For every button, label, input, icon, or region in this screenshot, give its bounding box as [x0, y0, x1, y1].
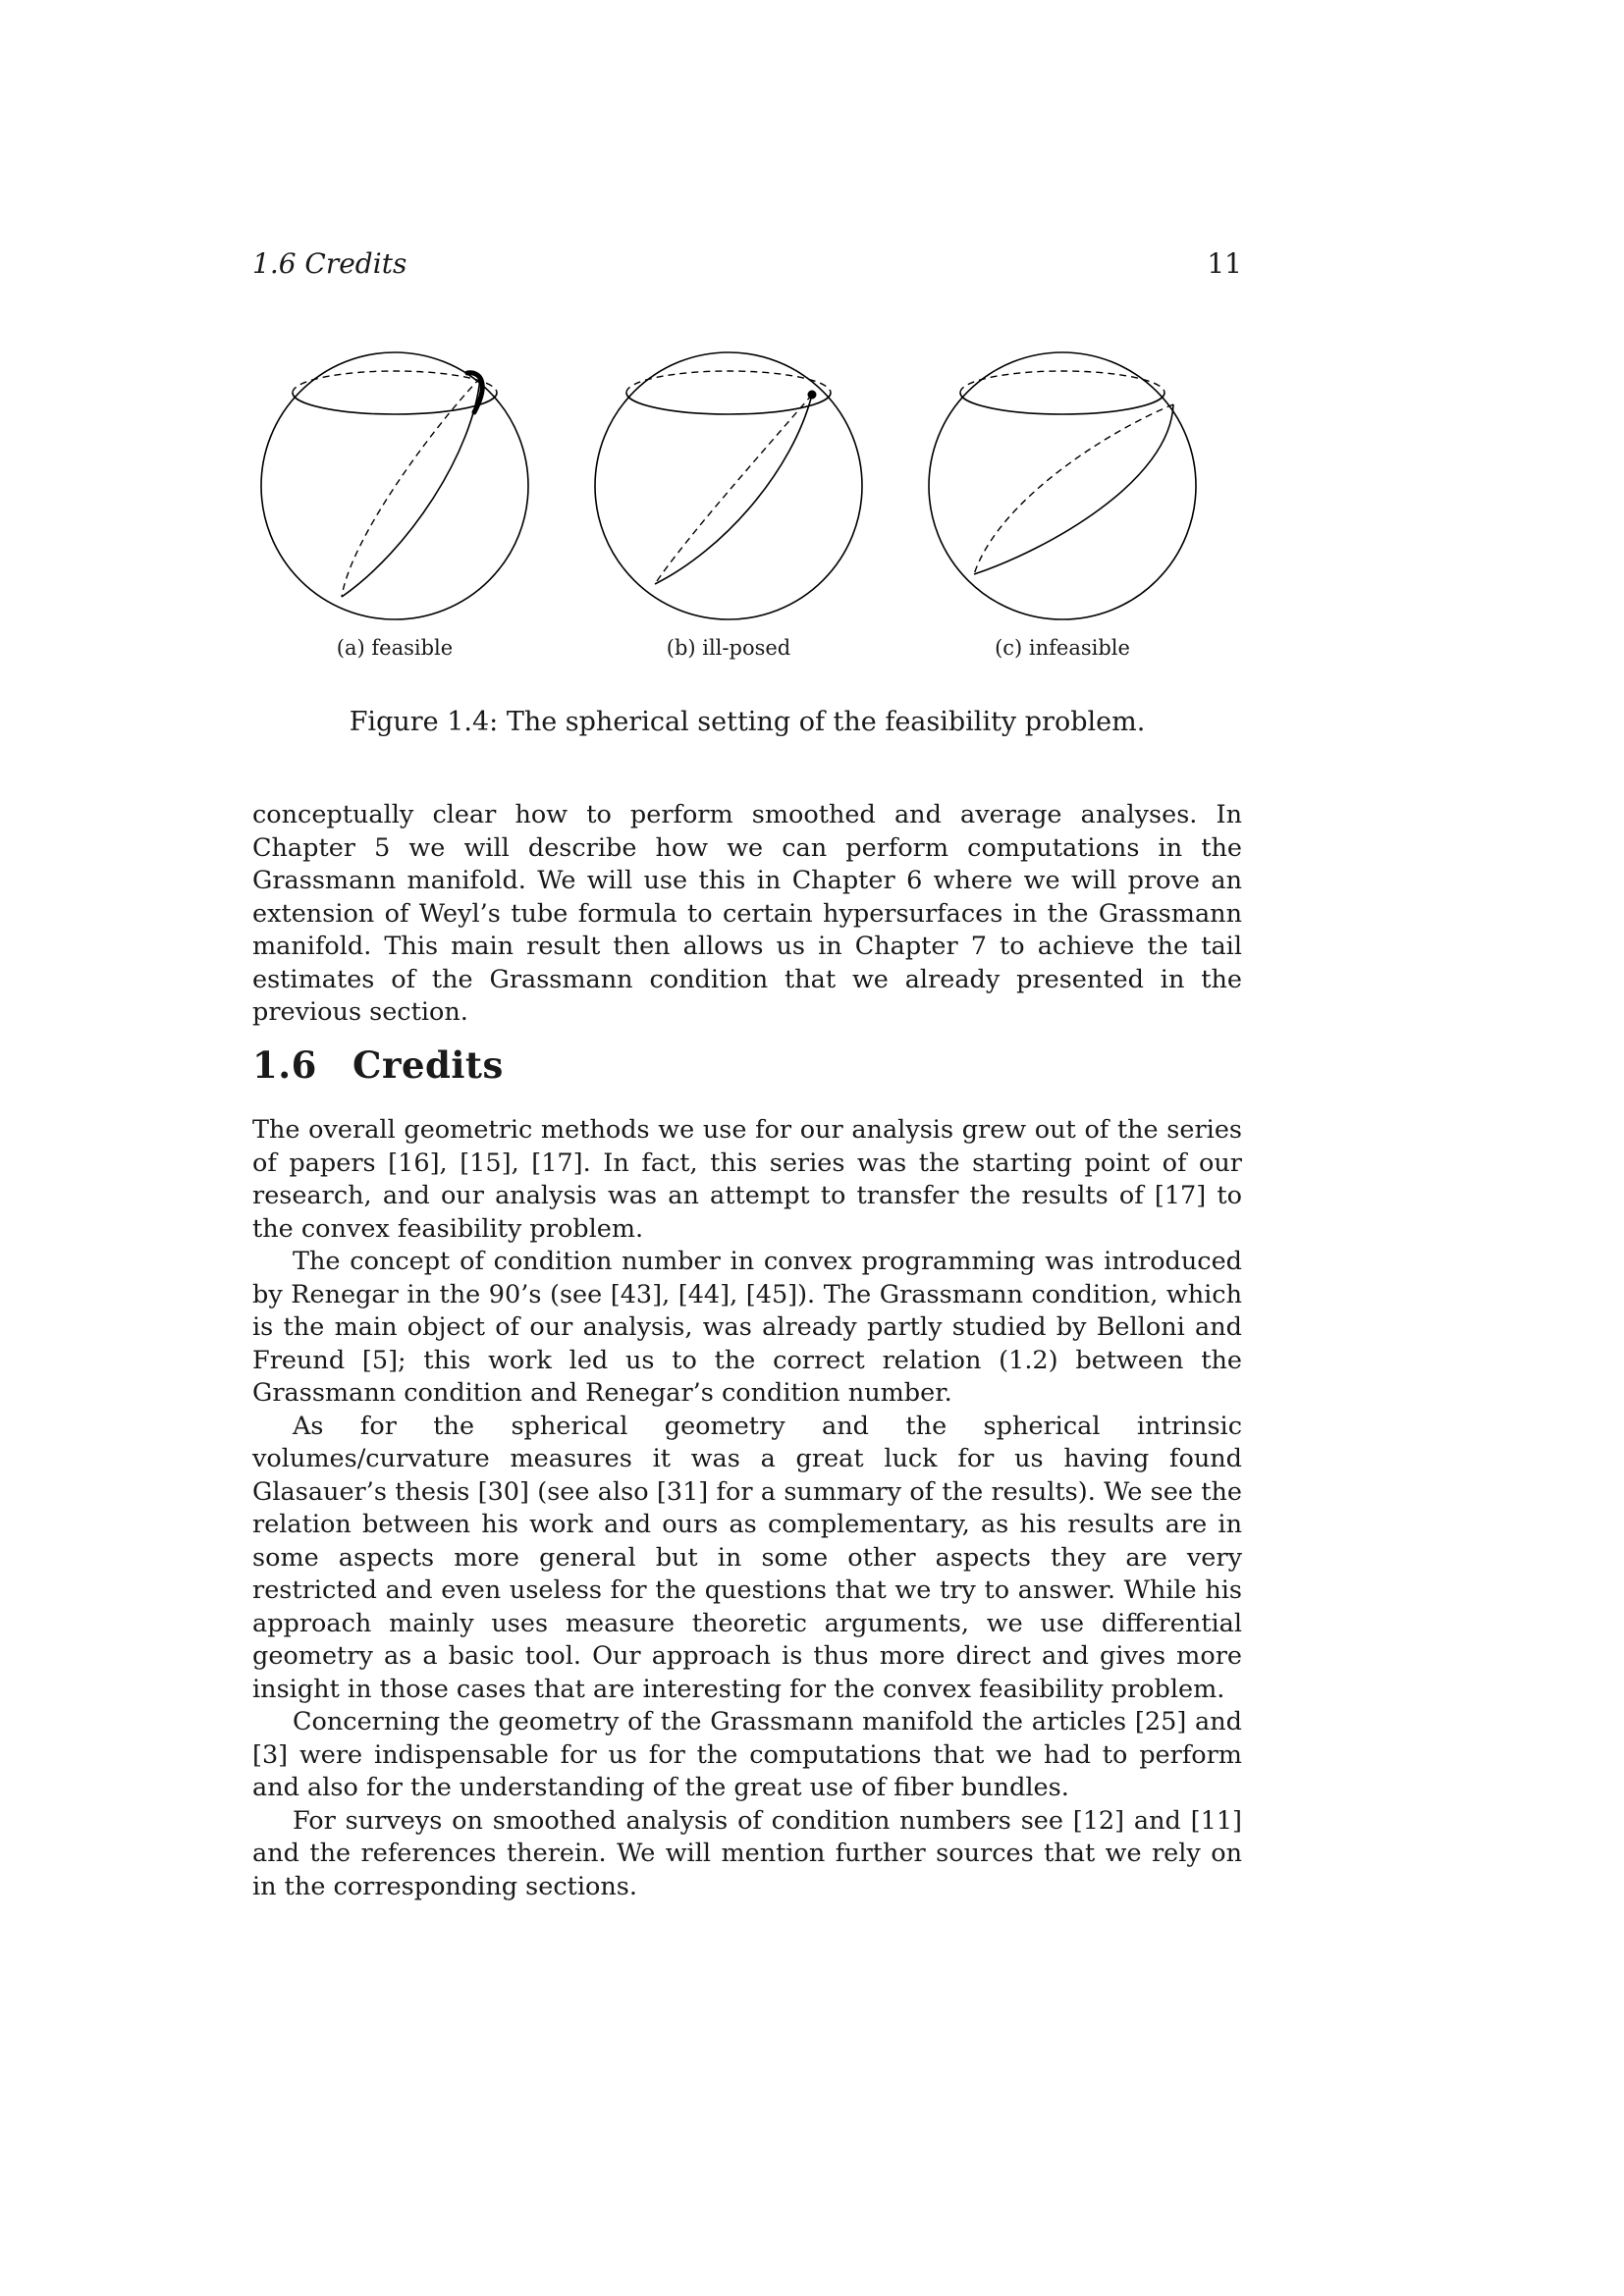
intro-paragraph: conceptually clear how to perform smoothed and average analyses. In Chapter 5 we will describe how we can perform computations in the Grassmann manifold. We will use this in Chapter 6 where we will prove an extension of Weyl’s tube formula to certain hypersurfaces in the Grassmann manifold. This main result then allows us in Chapter 7 to achieve the tail estimates of the Grassmann condition that we already presented in the previous section. — [252, 800, 1242, 1027]
subfigure-ill-posed — [586, 344, 871, 660]
section-number: 1.6 — [252, 1043, 317, 1087]
subcaption-ill-posed: (b) ill-posed — [666, 636, 791, 660]
section-title: Credits — [352, 1043, 504, 1087]
credits-paragraph: As for the spherical geometry and the spherical intrinsic volumes/curvature measures it was a great luck for us having found Glasauer’s thesis [30] (see also [31] for a summary of the results). We see the relation between his work and ours as complementary, as his results are in some aspects more general but in some other aspects they are very restricted and even useless for the questions that we try to answer. While his approach mainly uses measure theoretic arguments, we use differential geometry as a basic tool. Our approach is thus more direct and gives more insight in those cases that are interesting for the convex feasibility problem. — [252, 1411, 1242, 1704]
credits-paragraph: The concept of condition number in convex programming was introduced by Renegar in the 90’s (see [43], [44], [45]). The Grassmann condition, which is the main object of our analysis, was already partly studied by Belloni and Freund [5]; this work led us to the correct relation (1.2) between the Grassmann condition and Renegar’s condition number. — [252, 1247, 1242, 1408]
credits-paragraph: For surveys on smoothed analysis of condition numbers see [12] and [11] and the references therein. We will mention further sources that we rely on in the corresponding sections. — [252, 1805, 1242, 1901]
sphere-ill-posed-diagram — [586, 344, 871, 628]
credits-paragraph: The overall geometric methods we use for our analysis grew out of the series of papers [16], [15], [17]. In fact, this series was the starting point of our research, and our analysis was an attempt to transfer the results of [17] to the convex feasibility problem. — [252, 1115, 1242, 1244]
sphere-feasible-diagram — [252, 344, 537, 628]
credits-paragraph: Concerning the geometry of the Grassmann manifold the articles [25] and [3] were indispensable for us for the computations that we had to perform and also for the understanding of the great use of fiber bundles. — [252, 1707, 1242, 1802]
section-heading — [252, 1043, 504, 1087]
sphere-infeasible-diagram — [920, 344, 1205, 628]
figure-caption: Figure 1.4: The spherical setting of the feasibility problem. — [349, 707, 1146, 737]
subfigure-infeasible — [920, 344, 1205, 660]
page-number: 11 — [1207, 247, 1242, 280]
subcaption-infeasible: (c) infeasible — [995, 636, 1130, 660]
page-header — [252, 247, 1242, 280]
running-title: 1.6 Credits — [252, 247, 407, 280]
subfigure-feasible — [252, 344, 537, 660]
subcaption-feasible: (a) feasible — [336, 636, 454, 660]
credits-section-body — [252, 1114, 1242, 1903]
